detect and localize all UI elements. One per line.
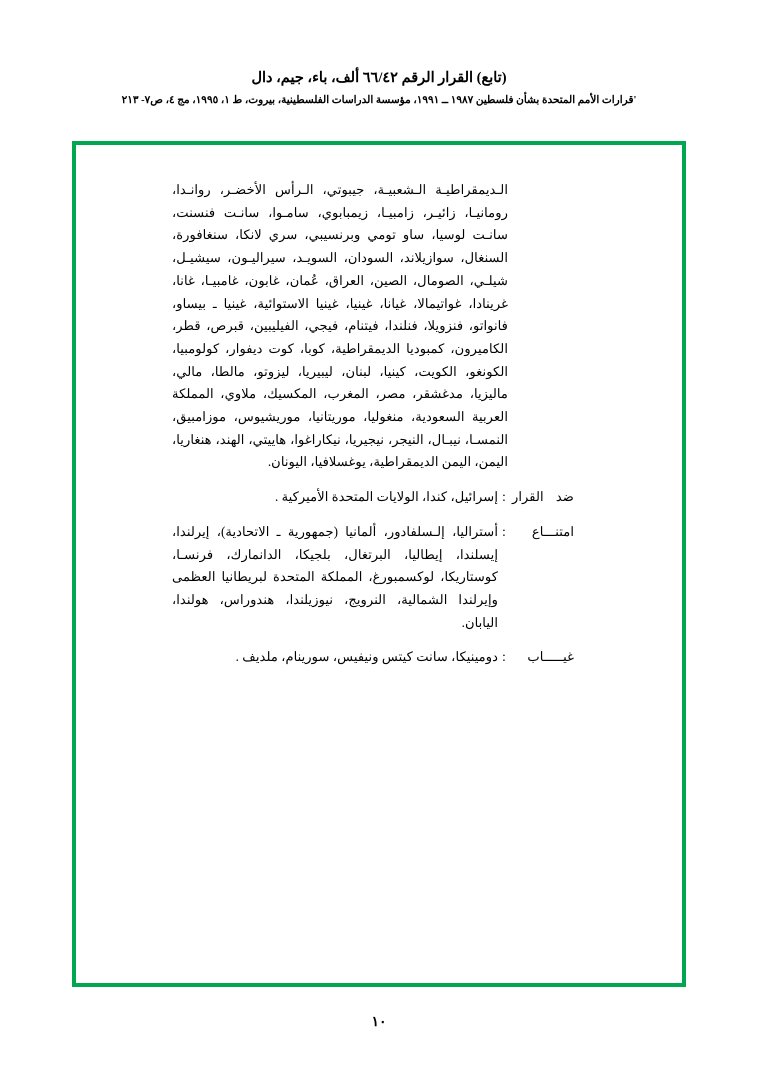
vote-text-against: إسرائيل، كندا، الولايات المتحدة الأميركية . (274, 489, 498, 505)
content-frame (72, 141, 686, 987)
countries-paragraph: الـديمقراطيـة الـشعبيـة، جيبوتي، الـرأس الأخضـر، روانـدا، رومانيـا، زائيـر، زامبيـا، زيمبابوي، سامـوا، سانـت فنسنت، سانـت لوسيا، ساو تومي وبرنسيبي، سري لانكا، سنغافورة، السنغال، سوازيلاند، السودان، السويـد، سيراليـون، سيشيـل، شيلـي، الصومال، الصين، العراق، عُمان، غابون، غامبيـا، غانا، غرينادا، غواتيمالا، غيانا، غينيا، غينيا الاستوائية، غينيا ـ بيساو، فانواتو، فنزويلا، فنلندا، فيتنام، فيجي، الفيليبين، قبرص، قطر، الكاميرون، كمبوديا الديمقراطية، كوبا، كوت ديفوار، كولومبيا، الكونغو، الكويت، كينيا، لبنان، ليبيريا، ليزوتو، مالطا، مالي، ماليزيا، مدغشقر، مصر، المغرب، المكسيك، ملاوي، المملكة العربية السعودية، منغوليا، موريتانيا، موريشيوس، موزامبيق، النمسـا، نيبـال، النيجر، نيجيريا، نيكاراغوا، هاييتي، الهند، هنغاريا، اليمن، اليمن الديمقراطية، يوغسلافيا، اليونان. (172, 182, 508, 470)
vote-separator-abstain: : (502, 523, 506, 539)
vote-row-abstain (172, 521, 574, 635)
vote-text-absent: دومينيكا، سانت كيتس ونيفيس، سورينام، ملديف . (235, 649, 498, 665)
vote-row-absent (172, 646, 574, 669)
vote-row-against (172, 486, 574, 509)
page-title: (تابع) القرار الرقم ٦٦/٤٢ ألف، باء، جيم، دال (251, 70, 507, 86)
vote-separator-absent: : (502, 649, 506, 665)
vote-text-abstain: أستراليا، إلـسلفادور، ألمانيا (جمهورية ـ الاتحادية)، إيرلندا، إيسلندا، إيطاليا، البرتغال، بلجيكا، الدانمارك، فرنسـا، كوستاريكا، لوكسمبورغ، المملكة المتحدة لبريطانيا العظمى وإيرلندا الشمالية، النرويج، نيوزيلندا، هندوراس، هولندا، اليابان. (172, 523, 498, 630)
vote-label-absent: غيـــــاب (527, 649, 574, 665)
vote-separator-against: : (502, 489, 506, 505)
vote-label-abstain: امتنـــاع (531, 523, 574, 539)
vote-label-against: ضد القرار (512, 489, 574, 505)
content-area (172, 179, 574, 669)
page-number: ١٠ (371, 1015, 387, 1030)
page-header (0, 0, 758, 109)
page-source-note: 'قرارات الأمم المتحدة بشأن فلسطين ١٩٨٧ ــ ١٩٩١، مؤسسة الدراسات الفلسطينية، بيروت، ط ١، ١٩٩٥، مج ٤، ص٧- ٢١٣ (121, 95, 637, 107)
